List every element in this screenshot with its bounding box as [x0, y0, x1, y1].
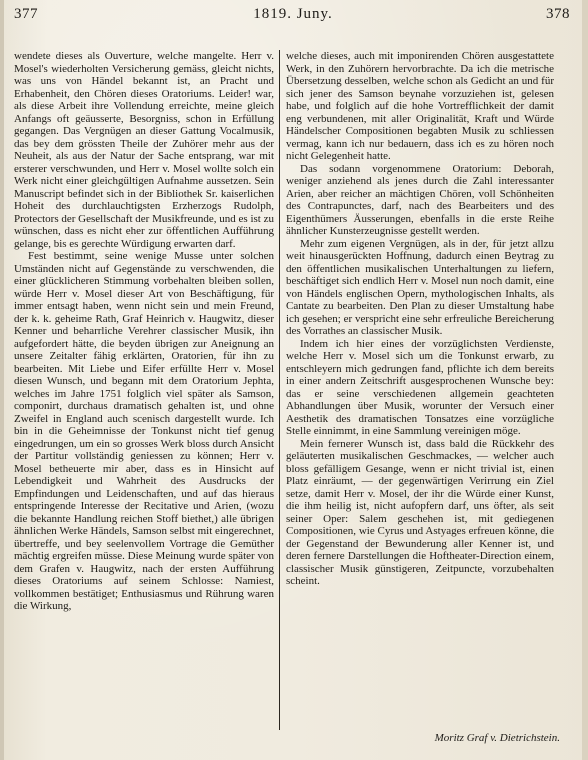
left-column [14, 50, 274, 730]
page-edge-left [0, 0, 4, 760]
page-header [6, 4, 580, 26]
running-head: 1819. Juny. [253, 6, 333, 22]
page-edge-right [582, 0, 588, 760]
right-paragraph-2: Das sodann vorgenommene Oratorium: Deborah, weniger anziehend als jenes durch die Zahl interessanter Arien, aber reicher an mächtigen Chören, voll Schönheiten des Contrapunctes, darf, nach des Bearbeiters und des Eigenthümers Äusserungen, ebenfalls in die erste Reihe ähnlicher Kunsterzeugnisse gestellt werden. [286, 162, 554, 237]
column-divider [279, 50, 280, 730]
page-number-right: 378 [546, 6, 570, 22]
right-paragraph-3: Mehr zum eigenen Vergnügen, als in der, für jetzt allzu weit hinausgerückten Hoffnung, dadurch einen Beytrag zu den öffentlichen musikalischen Unterhaltungen zu liefern, beschäftiget sich endlich Herr v. Mosel nun noch damit, eine von Händels englischen Opern, mythologischen Inhalts, als Cantate zu bearbeiten. Den Plan zu dieser Umstaltung habe ich gesehen; er verspricht eine sehr erfreuliche Bereicherung des Vorrathes an classischer Musik. [286, 237, 554, 337]
left-paragraph-2: Fest bestimmt, seine wenige Musse unter solchen Umständen nicht auf Gegenstände zu verschwenden, die einer glücklicheren Stimmung vorbehalten bleiben sollen, würde Herr v. Mosel dieser Art von Beschäftigung, für immer entsagt haben, wenn nicht sein und mein Freund, der k. k. geheime Rath, Graf Heinrich v. Haugwitz, dieser Kenner und beharrliche Verehrer classischer Musik, ihn aufgefordert hätte, die beyden übrigen zur Aneignung an unsere Zeitalter fähig erklärten, Oratorien, für ihn zu bearbeiten. Mit Liebe und Eifer erfüllte Herr v. Mosel diesen Wunsch, und begann mit dem Oratorium Jephta, welches im Jahre 1751 folglich viel später als Samson, componirt, durchaus dramatisch gehalten ist, und ohne Zweifel in England auch scenisch dargestellt wurde. Ich bin in die Geheimnisse der Tonkunst nicht tief genug eingedrungen, um ein so grosses Werk bloss durch Ansicht der Partitur vollständig geniessen zu können; Herr v. Mosel betheuerte mir aber, dass es in Hinsicht auf Lebendigkeit und Wahrheit des Ausdrucks der Empfindungen und Leidenschaften, und auf das hieraus entspringende Interesse der Recitative und Arien, (wozu die bekannte Handlung reichen Stoff biethet,) alle übrigen ähnlichen Werke Händels, Samson selbst mit eingerechnet, übertreffe, und bey seelenvollem Vortrage die Gemüther mächtig ergreifen müsse. Diese Meinung wurde später von dem Grafen v. Haugwitz, nach der ersten Aufführung dieses Oratoriums auf seinem Schlosse: Namiest, vollkommen bestätiget; Enthusiasmus und Rührung waren die Wirkung, [14, 250, 274, 612]
left-paragraph-1: wendete dieses als Ouverture, welche mangelte. Herr v. Mosel's wiederholten Versicherung gemäss, gleicht nichts, was uns von Händel bekannt ist, an Pracht und Erhabenheit, den Chören dieses Oratoriums. Leider! war, als diese Arbeit ihre Vollendung erreichte, meine gleich Anfangs oft geäusserte, Besorgniss, schon in Erfüllung gegangen. Das Vergnügen an dieser Gattung Vocalmusik, das bey dem grössten Theile der Zuhörer mehr aus der Neuheit, als aus der Natur der Sache entsprang, war mit ersterer verschwunden, und Herr v. Mosel wollte solch ein Werk nicht einer gleichgültigen Aufnahme aussetzen. Sein Manuscript befindet sich in der Bibliothek Sr. kaiserlichen Hoheit des durchlauchtigsten Erzherzogs Rudolph, Protectors der Gesellschaft der Musikfreunde, und es ist zu wünschen, dass es nicht eher zur öffentlichen Aufführung gelange, bis es gerechte Würdigung erwarten darf. [14, 50, 274, 250]
right-column [286, 50, 554, 730]
right-paragraph-4: Indem ich hier eines der vorzüglichsten Verdienste, welche Herr v. Mosel sich um die Tonkunst erwarb, zu entschleyern mich gedrungen fand, pflichte ich dem bereits in einer andern Zeitschrift ausgesprochenen Wunsche bey: das er seine verschiedenen allgemein geachteten Abhandlungen über Musik, worunter der Versuch einer Aesthetik des dramatischen Tonsatzes eine vorzügliche Stelle einnimmt, in eine Sammlung vereinigen möge. [286, 337, 554, 437]
signature: Moritz Graf v. Dietrichstein. [434, 732, 560, 744]
page-number-left: 377 [14, 6, 38, 22]
right-paragraph-1: welche dieses, auch mit imponirenden Chören ausgestattete Werk, in den Zuhörern hervorbrachte. Da ich die metrische Übersetzung desselben, welche schon als Gedicht an und für sich jener des Samson beynahe vorzuziehen ist, gelesen habe, und folglich auf die hohe Vortrefflichkeit der damit eng verbundenen, mit aller Originalität, Kraft und Würde Händelscher Compositionen begabten Musik zu schliessen vermag, kann ich nur bedauern, dass ich es zu hören noch nicht Gelegenheit hatte. [286, 50, 554, 162]
right-paragraph-5: Mein fernerer Wunsch ist, dass bald die Rückkehr des geläuterten musikalischen Geschmackes, — welcher auch bloss gefälligem Gesange, wenn er nicht trivial ist, einen Platz einräumt, — der gegenwärtigen Verirrung ein Ziel setze, damit Herr v. Mosel, der ihr die Würde einer Kunst, die ihm heilig ist, nicht aufopfern darf, uns öfter, als seit seiner Oper: Salem geschehen ist, mit gediegenen Compositionen, wie Cyrus und Astyages erfreuen könne, die der Gegenstand der Bewunderung aller Kenner ist, und deren fernere Darstellungen die Hoftheater-Direction einem, classischer Musik günstigeren, Zeitpuncte, vorzubehalten scheint. [286, 437, 554, 587]
